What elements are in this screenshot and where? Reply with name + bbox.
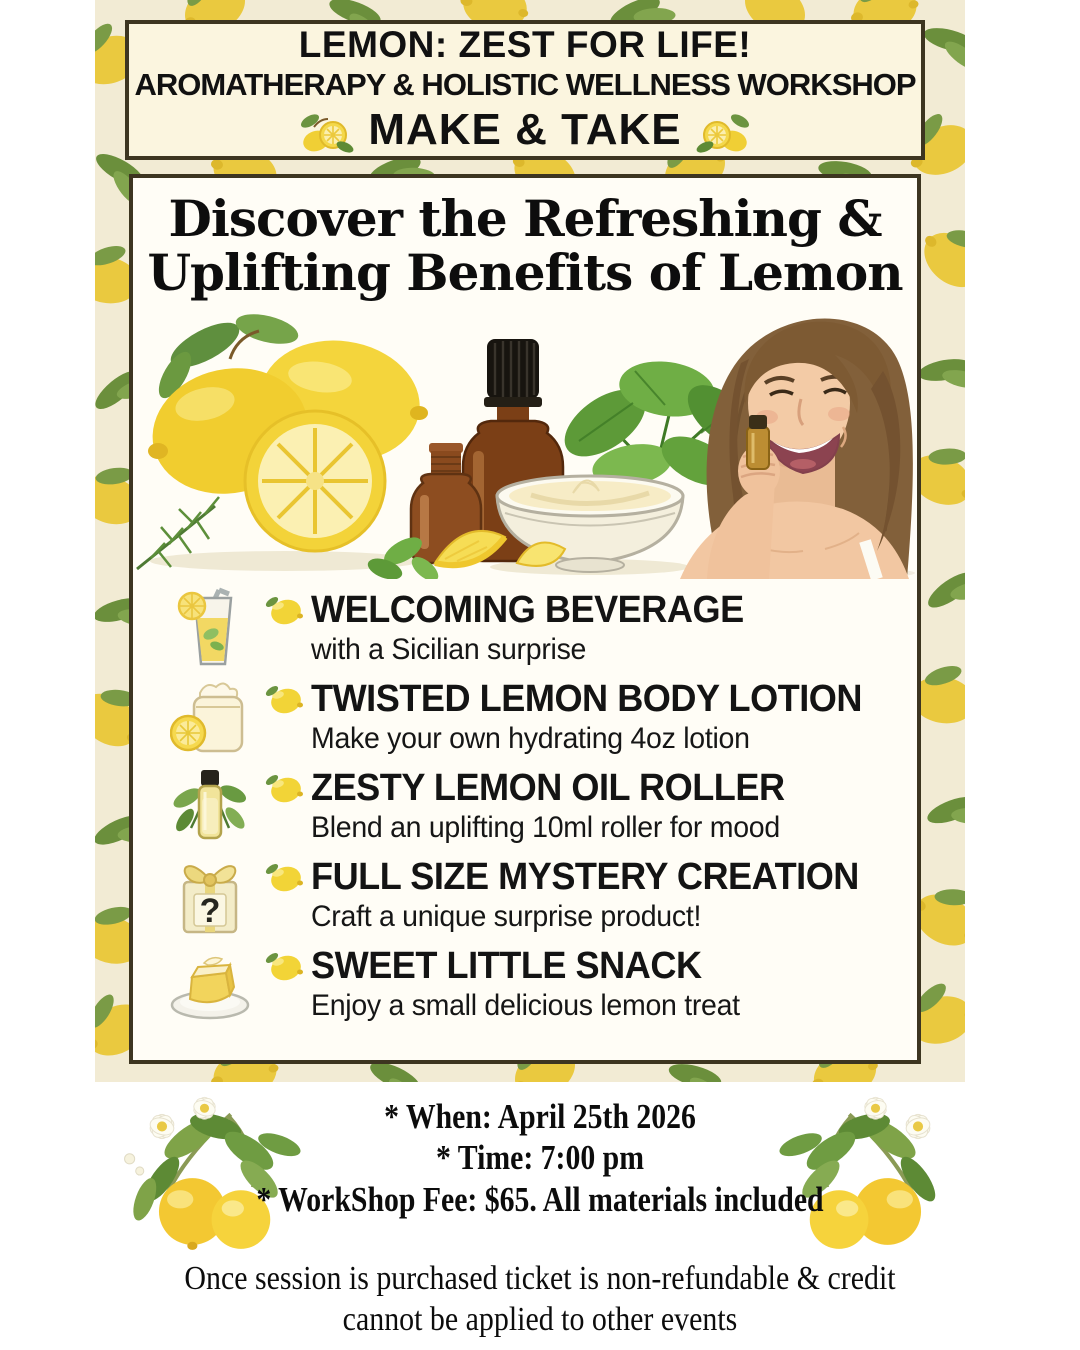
tagline-row — [300, 105, 749, 155]
lemon-bullet-icon — [265, 950, 303, 982]
list-item — [155, 761, 917, 850]
hero-heading-line1: Discover the Refreshing & — [168, 189, 882, 248]
woman-illustration — [680, 319, 913, 579]
detail-when: * When: April 25th 2026 — [384, 1097, 696, 1136]
detail-time: * Time: 7:00 pm — [436, 1138, 644, 1178]
flyer-title: LEMON: ZEST FOR LIFE! — [298, 24, 752, 66]
item-subtitle: with a Sicilian surprise — [311, 632, 587, 666]
disclaimer-line2: cannot be applied to other events — [342, 1301, 738, 1339]
lotion-jar-icon — [170, 675, 250, 759]
lemonade-glass-icon — [173, 586, 247, 670]
item-title: SWEET LITTLE SNACK — [311, 944, 702, 987]
item-title: ZESTY LEMON OIL ROLLER — [311, 766, 785, 809]
oil-roller-icon — [171, 764, 249, 848]
item-title: FULL SIZE MYSTERY CREATION — [311, 855, 859, 898]
hero-heading-line2: Uplifting Benefits of Lemon — [147, 242, 903, 302]
hero-heading — [133, 189, 917, 302]
lemon-bullet-icon — [265, 861, 303, 893]
question-mark-glyph: ? — [199, 891, 221, 930]
flyer-subtitle: AROMATHERAPY & HOLISTIC WELLNESS WORKSHOP — [134, 66, 916, 102]
flyer-background — [95, 0, 965, 1082]
lemon-bullet-icon — [265, 594, 303, 626]
benefits-list — [133, 579, 917, 1028]
disclaimer-line1: Once session is purchased ticket is non-refundable & credit — [184, 1260, 896, 1297]
mystery-gift-icon — [172, 852, 248, 938]
list-item — [155, 672, 917, 761]
list-item — [155, 583, 917, 672]
event-details — [0, 1096, 1080, 1220]
lemon-bullet-icon — [265, 683, 303, 715]
lemon-bullet-icon — [265, 772, 303, 804]
hero-illustration — [135, 301, 915, 579]
item-subtitle: Blend an uplifting 10ml roller for mood — [311, 810, 780, 844]
detail-fee: * WorkShop Fee: $65. All materials included — [256, 1179, 824, 1219]
lemon-bar-icon — [168, 945, 252, 1023]
list-item — [155, 850, 917, 939]
item-subtitle: Make your own hydrating 4oz lotion — [311, 721, 750, 755]
lemon-half-icon — [245, 411, 385, 551]
item-subtitle: Craft a unique surprise product! — [311, 899, 702, 933]
item-title: TWISTED LEMON BODY LOTION — [311, 677, 863, 720]
disclaimer — [0, 1258, 1080, 1341]
main-content-box — [129, 174, 921, 1064]
item-title: WELCOMING BEVERAGE — [311, 588, 744, 631]
item-subtitle: Enjoy a small delicious lemon treat — [311, 988, 740, 1022]
list-item — [155, 939, 917, 1028]
tagline-text: MAKE & TAKE — [368, 104, 682, 154]
lemon-icon — [696, 107, 750, 153]
roller-bottle-in-hand-icon — [747, 415, 769, 469]
lemon-icon — [300, 107, 354, 153]
header-box — [125, 20, 925, 160]
